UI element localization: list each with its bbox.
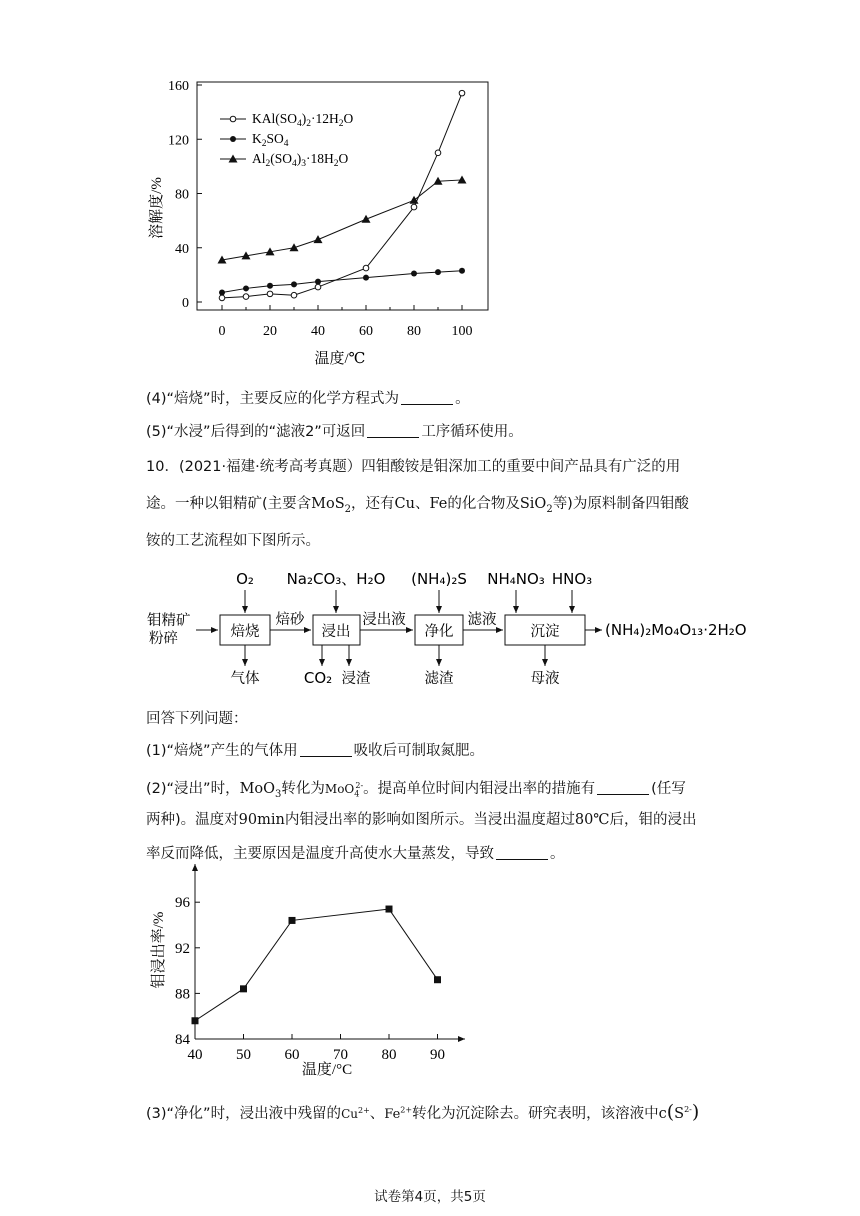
question-4 <box>146 389 470 409</box>
y-tick-label: 120 <box>168 133 189 149</box>
q10-text-e: 、 <box>414 496 430 512</box>
sq3-text-c: 、 <box>369 1105 385 1122</box>
flow-output-filter-residue: 滤渣 <box>424 671 454 687</box>
series-line-2 <box>222 180 462 260</box>
data-point <box>192 1017 199 1024</box>
flow-input-hno3: HNO₃ <box>551 570 593 588</box>
sq2-text-l3b: 。 <box>550 846 565 862</box>
ion-fe: $Fe^{2+}$ <box>384 1105 413 1122</box>
sq3-text-e: 转化为沉淀除去。研究表明，该溶液中 <box>412 1105 659 1122</box>
formula-fe: Fe <box>429 496 448 512</box>
sq2-temp: 80℃ <box>574 812 610 828</box>
data-point <box>362 215 371 223</box>
flow-output-mother-liquor: 母液 <box>530 671 560 687</box>
data-point <box>291 292 297 298</box>
q10-text-c: ，还有 <box>351 496 395 512</box>
y-tick-label: 160 <box>168 79 189 94</box>
data-point <box>291 281 297 287</box>
formula-moo4: MoO$_4^{2-}$ <box>324 781 364 799</box>
leaching-rate-chart <box>0 860 860 1080</box>
question-4-text: (4)“焙烧”时，主要反应的化学方程式为 <box>146 391 400 407</box>
sub-question-1 <box>146 741 484 761</box>
y-tick-label: 88 <box>175 986 190 1003</box>
sub-question-3 <box>146 1100 699 1125</box>
answer-blank-2a[interactable] <box>597 780 649 795</box>
sq2-text-l2e: 后，钼的浸出 <box>609 812 697 828</box>
data-point <box>315 279 321 285</box>
data-point <box>219 290 225 296</box>
data-point <box>459 90 465 96</box>
sq2-text-l3a: 率反而降低，主要原因是温度升高使水大量蒸发，导致 <box>146 846 494 862</box>
x-tick-label: 70 <box>333 1047 348 1063</box>
sub-question-1-text: (1)“焙烧”产生的气体用 <box>146 743 298 759</box>
legend-k2so4: $K_2SO_4$ <box>252 131 289 149</box>
sq2-text-e: 。提高单位时间内钼浸出率的措施有 <box>363 781 596 797</box>
x-tick-label: 0 <box>218 324 226 339</box>
question-10-line-3: 铵的工艺流程如下图所示。 <box>146 533 320 549</box>
flow-input-nh4no3: NH₄NO₃ <box>487 570 545 588</box>
flow-arrow-calcine: 焙砂 <box>275 612 305 628</box>
y-tick-label: 40 <box>175 241 189 257</box>
answer-blank-5[interactable] <box>367 423 419 438</box>
x-tick-label: 80 <box>407 324 421 339</box>
flow-arrow-filtrate: 滤液 <box>467 612 497 628</box>
x-tick-label: 40 <box>311 324 325 339</box>
sub-question-2-line-2 <box>146 810 697 830</box>
leaching-rate-chart-xlabel: 温度/°C <box>301 1062 353 1078</box>
leaching-rate-chart-ylabel: 钼浸出率/% <box>151 911 167 989</box>
data-point <box>435 150 441 156</box>
flow-input-na2co3-h2o: Na₂CO₃、H₂O <box>286 570 386 588</box>
data-point <box>435 269 441 275</box>
flow-input-o2: O₂ <box>236 570 254 588</box>
data-point <box>459 268 465 274</box>
x-tick-label: 50 <box>236 1047 251 1063</box>
flow-box-precipitate-label: 沉淀 <box>530 624 560 640</box>
question-5 <box>146 422 523 442</box>
y-tick-label: 96 <box>175 895 190 912</box>
leaching-rate-chart-marks <box>192 906 442 1025</box>
flow-output-gas: 气体 <box>230 671 260 687</box>
sq2-time: 90min <box>238 812 285 828</box>
y-tick-label: 80 <box>175 187 189 203</box>
sq2-text-l2c: 内钼浸出率的影响如图所示。当浸出温度超过 <box>284 812 575 828</box>
flow-product: (NH₄)₂Mo₄O₁₃·2H₂O <box>605 621 747 639</box>
data-point <box>243 285 249 291</box>
flow-arrow-leachate: 浸出液 <box>362 612 406 628</box>
y-tick-label: 84 <box>175 1032 190 1048</box>
y-tick-label: 0 <box>182 296 189 311</box>
x-tick-label: 40 <box>187 1047 203 1063</box>
answer-blank-4[interactable] <box>401 390 453 405</box>
solubility-chart-xlabel: 温度/℃ <box>314 351 366 367</box>
sq2-text-c: 转化为 <box>281 781 325 797</box>
plot-frame <box>197 82 488 310</box>
flow-output-leach-residue: 浸渣 <box>341 671 371 687</box>
answer-blank-2b[interactable] <box>496 845 548 860</box>
flow-box-purify-label: 净化 <box>424 624 454 640</box>
sq3-text-a: (3)“净化”时，浸出液中残留的 <box>146 1105 342 1122</box>
flow-box-leach-label: 浸出 <box>321 624 351 640</box>
data-point <box>386 906 393 913</box>
solubility-chart-legend <box>220 111 354 169</box>
data-point <box>290 243 299 251</box>
x-tick-label: 20 <box>263 324 277 339</box>
sq2-text-l2a: 两种)。温度对 <box>146 812 239 828</box>
solubility-chart <box>0 0 860 380</box>
x-tick-label: 90 <box>430 1047 445 1063</box>
flow-output-co2: CO₂ <box>303 669 333 687</box>
flow-box-roast-label: 焙烧 <box>230 624 260 640</box>
flow-start-label-1: 钼精矿 <box>147 613 191 629</box>
legend-al2-so4-3: $Al_2(SO_4)_3\cdot 18H_2O$ <box>252 151 349 169</box>
sub-question-1-suffix: 吸收后可制取氮肥。 <box>353 743 485 759</box>
question-10-line-2 <box>146 494 689 520</box>
data-point <box>243 294 249 300</box>
formula-mos2: MoS$_2$ <box>311 496 352 515</box>
sq2-text-f: (任写 <box>651 781 686 797</box>
flow-input-nh4-2s: (NH₄)₂S <box>411 570 467 588</box>
x-tick-label: 100 <box>451 324 473 339</box>
data-point <box>219 295 225 301</box>
solubility-chart-ylabel: 溶解度/% <box>149 177 165 239</box>
formula-moo3: MoO$_3$ <box>239 781 282 800</box>
q10-text-a: 途。一种以钼精矿(主要含 <box>146 496 312 512</box>
data-point <box>267 283 273 289</box>
data-point <box>411 204 417 210</box>
legend-kal-so4-2: $KAl(SO_4)_2\cdot 12H_2O$ <box>252 111 354 129</box>
x-tick-label: 60 <box>359 324 373 339</box>
x-tick-label: 80 <box>381 1047 397 1063</box>
data-point <box>314 235 323 243</box>
process-flow-diagram <box>0 560 860 690</box>
series-line <box>195 909 438 1021</box>
formula-sio2: SiO$_2$ <box>519 496 553 515</box>
conc-s2: $c(S^{2-})$ <box>658 1100 700 1123</box>
question-4-suffix: 。 <box>455 391 470 407</box>
leaching-rate-chart-axes <box>175 864 465 1063</box>
ion-cu: $Cu^{2+}$ <box>341 1105 370 1121</box>
series-line-1 <box>222 271 462 293</box>
answer-blank-1[interactable] <box>300 742 352 757</box>
data-point <box>240 985 247 992</box>
y-tick-label: 92 <box>175 940 190 957</box>
data-point <box>315 284 321 290</box>
data-point <box>363 275 369 281</box>
data-point <box>363 265 369 271</box>
flow-start-label-2: 粉碎 <box>149 631 178 647</box>
question-5-suffix: 工序循环使用。 <box>421 424 523 440</box>
page-footer: 试卷第4页，共5页 <box>374 1189 486 1205</box>
question-10-line-1: 10．(2021·福建·统考高考真题）四钼酸铵是钼深加工的重要中间产品具有广泛的用 <box>146 459 681 475</box>
data-point <box>411 271 417 277</box>
data-point <box>267 291 273 297</box>
data-point <box>434 976 441 983</box>
q10-text-i: 等)为原料制备四钼酸 <box>552 496 689 512</box>
data-point <box>289 917 296 924</box>
q10-text-g: 的化合物及 <box>447 496 520 512</box>
formula-cu: Cu <box>394 496 415 512</box>
question-5-text: (5)“水浸”后得到的“滤液2”可返回 <box>146 424 366 440</box>
answer-prompt: 回答下列问题： <box>146 711 248 727</box>
sub-question-2-line-1 <box>146 776 686 805</box>
sq2-text-a: (2)“浸出”时， <box>146 781 240 797</box>
data-point <box>458 175 467 183</box>
x-tick-label: 60 <box>284 1047 300 1063</box>
